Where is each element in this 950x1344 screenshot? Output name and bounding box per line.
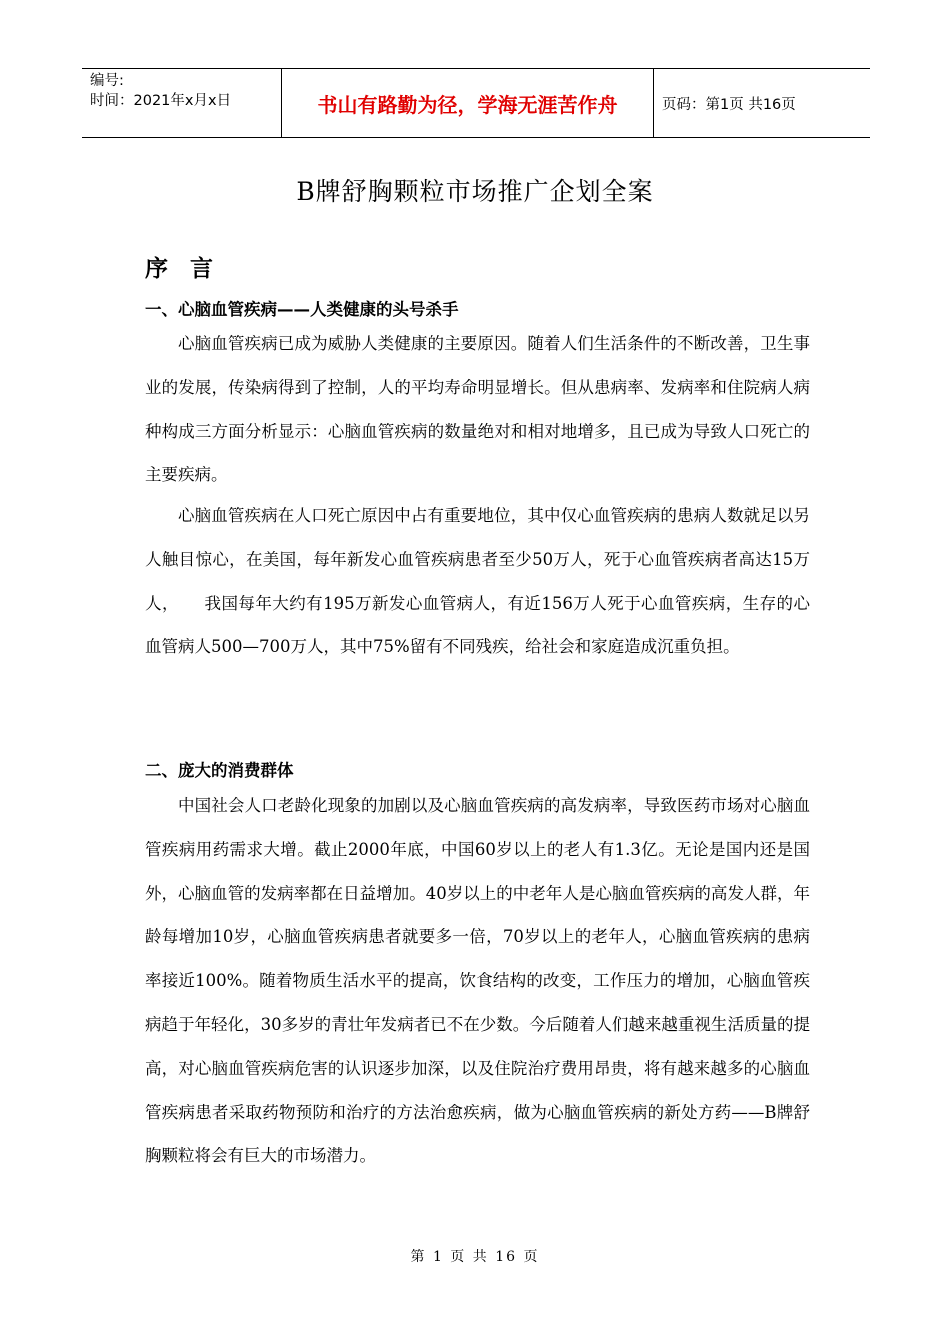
header-motto: 书山有路勤为径，学海无涯苦作舟 (317, 92, 618, 117)
document-number-label: 编号: (90, 73, 124, 89)
preface-heading: 序言 (145, 256, 235, 282)
section-heading-1: 一、心脑血管疾病——人类健康的头号杀手 (145, 300, 459, 319)
section-1-paragraph-1: 心脑血管疾病已成为威胁人类健康的主要原因。随着人们生活条件的不断改善，卫生事业的发展，传染病得到了控制，人的平均寿命明显增长。但从患病率、发病率和住院病人病种构成三方面分析显示：心脑血管疾病的数量绝对和相对地增多，且已成为导致人口死亡的主要疾病。 (145, 334, 810, 485)
header-page-info: 页码：第1页 共16页 (662, 96, 796, 113)
header-page-cell (654, 69, 870, 137)
document-title: B牌舒胸颗粒市场推广企划全案 (296, 177, 654, 206)
section-1-paragraph-2: 心脑血管疾病在人口死亡原因中占有重要地位，其中仅心血管疾病的患病人数就足以另人触目惊心，在美国，每年新发心血管疾病患者至少50万人，死于心血管疾病者高达15万人， 我国每年大约有195万新发心血管病人，有近156万人死于心血管疾病，生存的心血管病人500—700万人，其中75%留有不同残疾，给社会和家庭造成沉重负担。 (145, 506, 810, 657)
page-header-table (82, 68, 870, 138)
section-2-paragraph-1: 中国社会人口老龄化现象的加剧以及心脑血管疾病的高发病率，导致医药市场对心脑血管疾病用药需求大增。截止2000年底，中国60岁以上的老人有1.3亿。无论是国内还是国外，心脑血管的发病率都在日益增加。40岁以上的中老年人是心脑血管疾病的高发人群，年龄每增加10岁，心脑血管疾病患者就要多一倍，70岁以上的老年人，心脑血管疾病的患病率接近100%。随着物质生活水平的提高，饮食结构的改变，工作压力的增加，心脑血管疾病趋于年轻化，30多岁的青壮年发病者已不在少数。今后随着人们越来越重视生活质量的提高，对心脑血管疾病危害的认识逐步加深，以及住院治疗费用昂贵，将有越来越多的心脑血管疾病患者采取药物预防和治疗的方法治愈疾病，做为心脑血管疾病的新处方药——B牌舒胸颗粒将会有巨大的市场潜力。 (145, 796, 810, 1166)
header-meta-cell (82, 69, 282, 137)
section-heading-2: 二、庞大的消费群体 (145, 761, 294, 780)
page-footer: 第 1 页 共 16 页 (410, 1249, 540, 1265)
header-motto-cell (282, 69, 654, 137)
document-time-label: 时间：2021年x月x日 (90, 93, 232, 109)
